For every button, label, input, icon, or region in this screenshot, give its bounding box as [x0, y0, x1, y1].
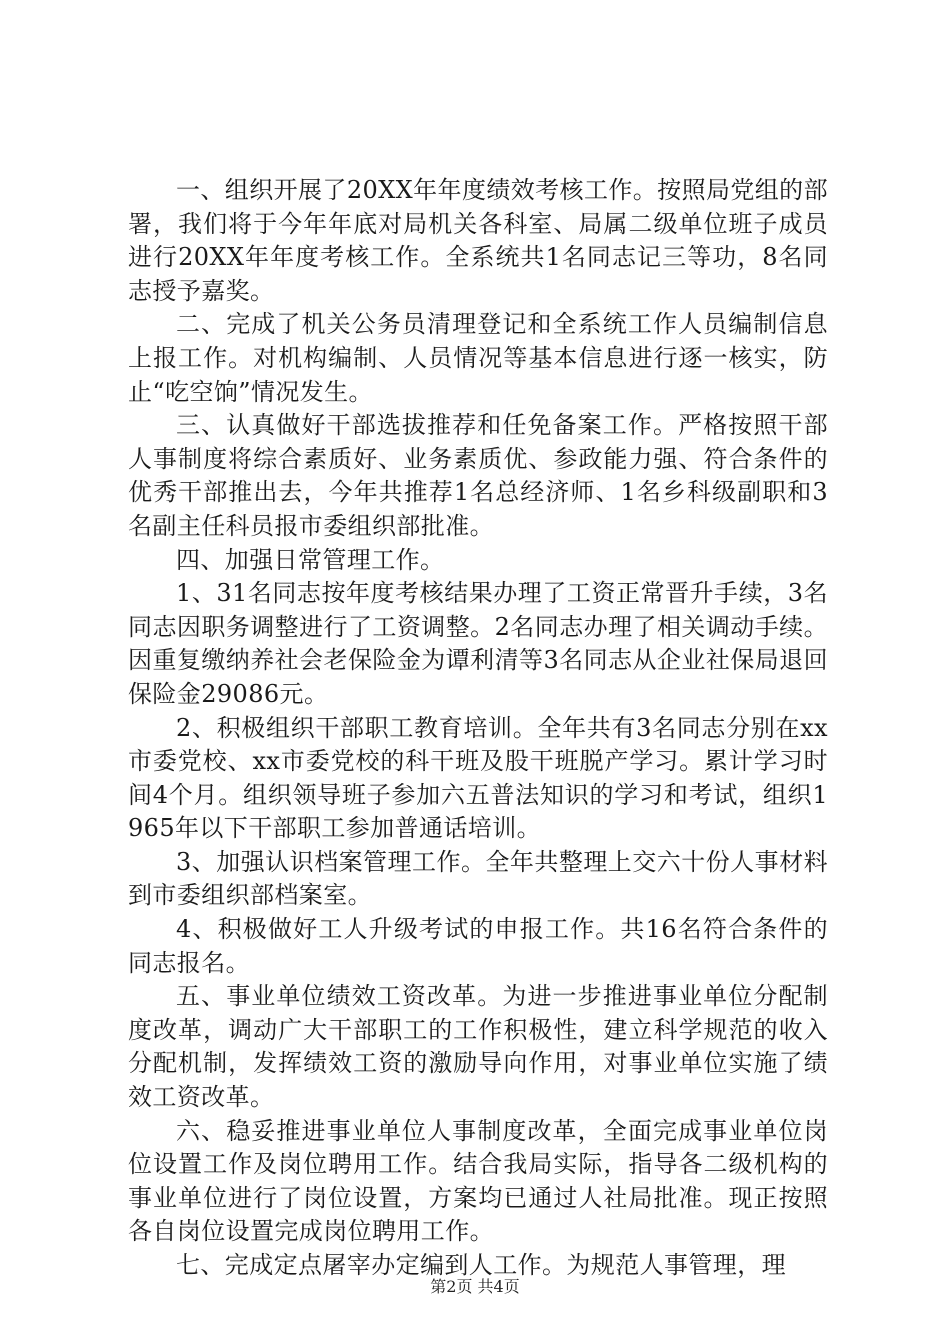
paragraph-8: 4、积极做好工人升级考试的申报工作。共16名符合条件的同志报名。: [128, 915, 828, 977]
paragraph-9: 五、事业单位绩效工资改革。为进一步推进事业单位分配制度改革，调动广大干部职工的工作积极性，建立科学规范的收入分配机制，发挥绩效工资的激励导向作用，对事业单位实施了绩效工资改革。: [128, 982, 828, 1112]
paragraph-7: 3、加强认识档案管理工作。全年共整理上交六十份人事材料到市委组织部档案室。: [128, 847, 828, 910]
paragraph-5: 1、31名同志按年度考核结果办理了工资正常晋升手续，3名同志因职务调整进行了工资调整。2名同志办理了相关调动手续。因重复缴纳养社会老保险金为谭利清等3名同志从企业社保局退回保险金29086元。: [128, 579, 828, 708]
paragraph-11: 七、完成定点屠宰办定编到人工作。为规范人事管理，理: [176, 1251, 786, 1279]
paragraph-2: 二、完成了机关公务员清理登记和全系统工作人员编制信息上报工作。对机构编制、人员情况等基本信息进行逐一核实，防止“吃空饷”情况发生。: [128, 310, 828, 406]
page-number-footer: 第2页 共4页: [430, 1277, 520, 1296]
paragraph-10: 六、稳妥推进事业单位人事制度改革，全面完成事业单位岗位设置工作及岗位聘用工作。结合我局实际，指导各二级机构的事业单位进行了岗位设置，方案均已通过人社局批准。现正按照各自岗位设置完成岗位聘用工作。: [128, 1116, 828, 1246]
paragraph-3: 三、认真做好干部选拔推荐和任免备案工作。严格按照干部人事制度将综合素质好、业务素质优、参政能力强、符合条件的优秀干部推出去，今年共推荐1名总经济师、1名乡科级副职和3名副主任科员报市委组织部批准。: [128, 411, 828, 540]
paragraph-1: 一、组织开展了20XX年年度绩效考核工作。按照局党组的部署，我们将于今年年底对局机关各科室、局属二级单位班子成员进行20XX年年度考核工作。全系统共1名同志记三等功，8名同志授予嘉奖。: [128, 176, 828, 305]
paragraph-4: 四、加强日常管理工作。: [176, 545, 445, 574]
document-body: [128, 174, 828, 1283]
paragraph-6: 2、积极组织干部职工教育培训。全年共有3名同志分别在xx市委党校、xx市委党校的科干班及股干班脱产学习。累计学习时间4个月。组织领导班子参加六五普法知识的学习和考试，组织1965年以下干部职工参加普通话培训。: [128, 713, 828, 843]
